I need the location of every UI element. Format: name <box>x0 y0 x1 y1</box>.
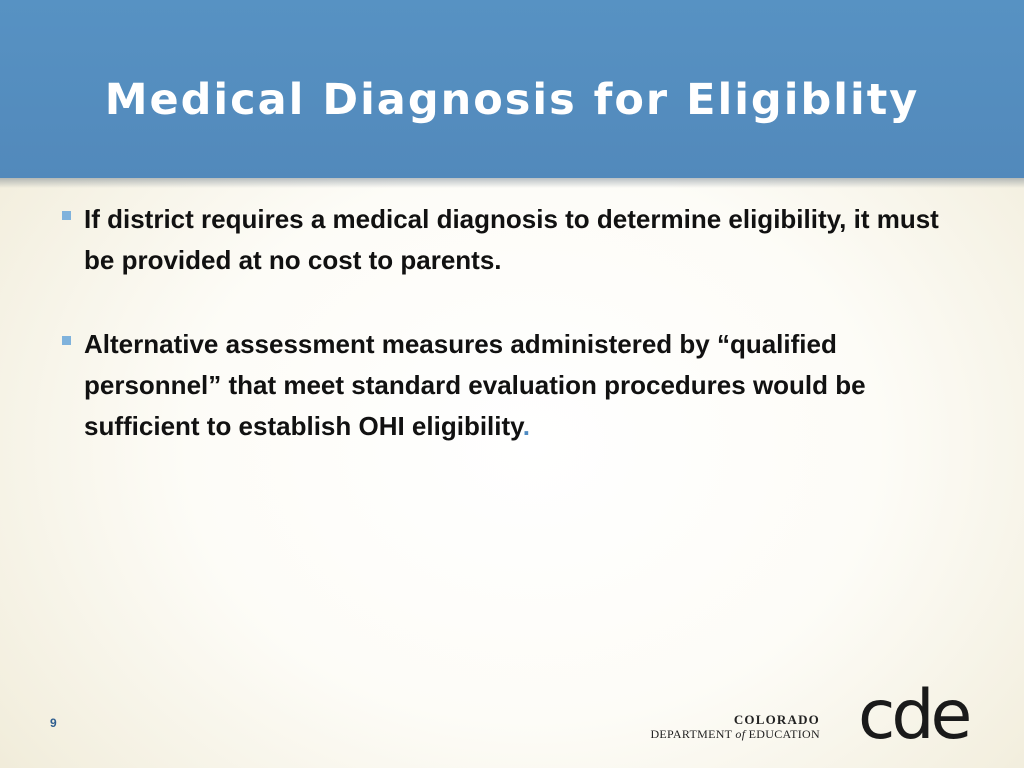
bullet-text <box>84 324 960 447</box>
logo-of-text: of <box>735 727 746 741</box>
logo-colorado: COLORADO <box>733 712 820 727</box>
bullet-text-content: Alternative assessment measures administered by “qualified personnel” that meet standard evaluation procedures would be sufficient to establish OHI eligibility <box>84 329 866 441</box>
bullet-item <box>60 199 960 281</box>
bullet-text <box>84 199 960 281</box>
square-bullet-icon <box>62 211 71 220</box>
square-bullet-icon <box>62 336 71 345</box>
bullet-list <box>60 199 960 490</box>
logo-education-text: EDUCATION <box>745 727 820 741</box>
bullet-text-content: If district requires a medical diagnosis to determine eligibility, it must be provided at no cost to parents. <box>84 204 939 275</box>
bullet-accent-period: . <box>522 411 530 441</box>
logo-department-text: DEPARTMENT <box>650 727 736 741</box>
slide-number: 9 <box>50 716 57 730</box>
logo-department <box>650 727 820 742</box>
cde-logo <box>650 676 1000 755</box>
slide-title: Medical Diagnosis for Eligiblity <box>104 75 920 125</box>
bullet-item <box>60 324 960 447</box>
title-bar-shadow <box>0 178 1024 188</box>
logo-cde-mark: cde <box>858 676 969 755</box>
